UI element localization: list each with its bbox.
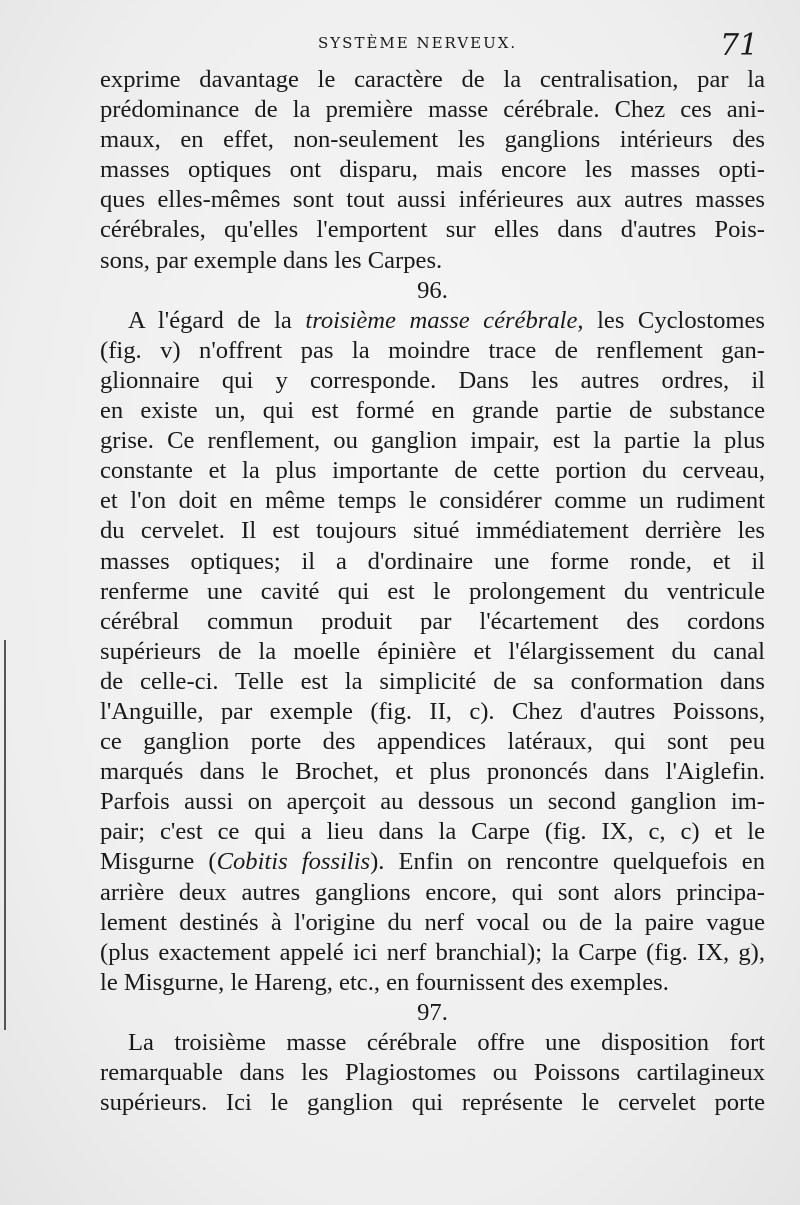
running-title: SYSTÈME NERVEUX. <box>318 34 518 52</box>
text-line: le Misgurne, le Hareng, etc., en fournissent des exemples. <box>100 968 669 996</box>
section-number: 97. <box>417 998 448 1026</box>
text-line: masses optiques ont disparu, mais encore les masses opti- <box>100 156 765 184</box>
text-line: Parfois aussi on aperçoit au dessous un second ganglion im- <box>100 788 765 816</box>
text-line: exprime davantage le caractère de la centralisation, par la <box>100 66 765 93</box>
text-line: cérébrales, qu'elles l'emportent sur elles dans d'autres Pois- <box>100 216 765 244</box>
text-line: (fig. v) n'offrent pas la moindre trace de renflement gan- <box>100 336 765 364</box>
text-line <box>100 306 765 336</box>
text-line: de celle-ci. Telle est la simplicité de sa conformation dans <box>100 667 765 695</box>
page-number: 71 <box>720 28 759 63</box>
italic-term: troisième masse cérébrale <box>305 306 578 334</box>
running-head <box>0 28 800 63</box>
text-line <box>100 847 765 877</box>
text-line: La troisième masse cérébrale offre une disposition fort <box>128 1029 765 1056</box>
text-line: renferme une cavité qui est le prolongement du ventricule <box>100 577 765 605</box>
text-line: masses optiques; il a d'ordinaire une forme ronde, et il <box>100 547 765 575</box>
text-line: cérébral commun produit par l'écartement des cordons <box>100 607 765 635</box>
section-number: 96. <box>417 276 448 304</box>
text-line: prédominance de la première masse cérébrale. Chez ces ani- <box>100 96 765 124</box>
scan-margin-line <box>4 640 6 1030</box>
text-line: lement destinés à l'origine du nerf vocal ou de la paire vague <box>100 908 765 936</box>
text-line: du cervelet. Il est toujours situé immédiatement derrière les <box>100 517 765 545</box>
text-line: arrière deux autres ganglions encore, qui sont alors principa- <box>100 878 765 906</box>
text-line: supérieurs. Ici le ganglion qui représente le cervelet porte <box>100 1089 765 1117</box>
text-line: ce ganglion porte des appendices latéraux, qui sont peu <box>100 728 765 756</box>
text-line: pair; c'est ce qui a lieu dans la Carpe (fig. IX, c, c) et le <box>100 818 765 846</box>
text-line: supérieurs de la moelle épinière et l'élargissement du canal <box>100 637 765 665</box>
text-line: remarquable dans les Plagiostomes ou Poissons cartilagineux <box>100 1059 765 1087</box>
text-line: constante et la plus importante de cette portion du cerveau, <box>100 457 765 485</box>
text-line: marqués dans le Brochet, et plus prononcés dans l'Aiglefin. <box>100 758 765 786</box>
text-line: maux, en effet, non-seulement les ganglions intérieurs des <box>100 126 765 154</box>
text-line: (plus exactement appelé ici nerf branchial); la Carpe (fig. IX, g), <box>100 938 765 966</box>
text-line: glionnaire qui y corresponde. Dans les autres ordres, il <box>100 366 765 394</box>
text-line: ques elles-mêmes sont tout aussi inférieures aux autres masses <box>100 186 765 214</box>
text-line: grise. Ce renflement, ou ganglion impair, est la partie la plus <box>100 427 765 455</box>
italic-term: Cobitis fossilis <box>216 848 371 876</box>
text-run: Misgurne ( <box>100 848 217 876</box>
text-line: et l'on doit en même temps le considérer comme un rudiment <box>100 487 765 515</box>
text-line: sons, par exemple dans les Carpes. <box>100 246 443 274</box>
text-run: ). Enfin on rencontre quelquefois en <box>370 848 765 876</box>
text-line: l'Anguille, par exemple (fig. II, c). Chez d'autres Poissons, <box>100 697 765 725</box>
text-run: , les Cyclostomes <box>577 306 765 334</box>
body-text <box>100 65 765 1118</box>
text-line: en existe un, qui est formé en grande partie de substance <box>100 397 765 425</box>
text-run: A l'égard de la <box>128 306 292 334</box>
